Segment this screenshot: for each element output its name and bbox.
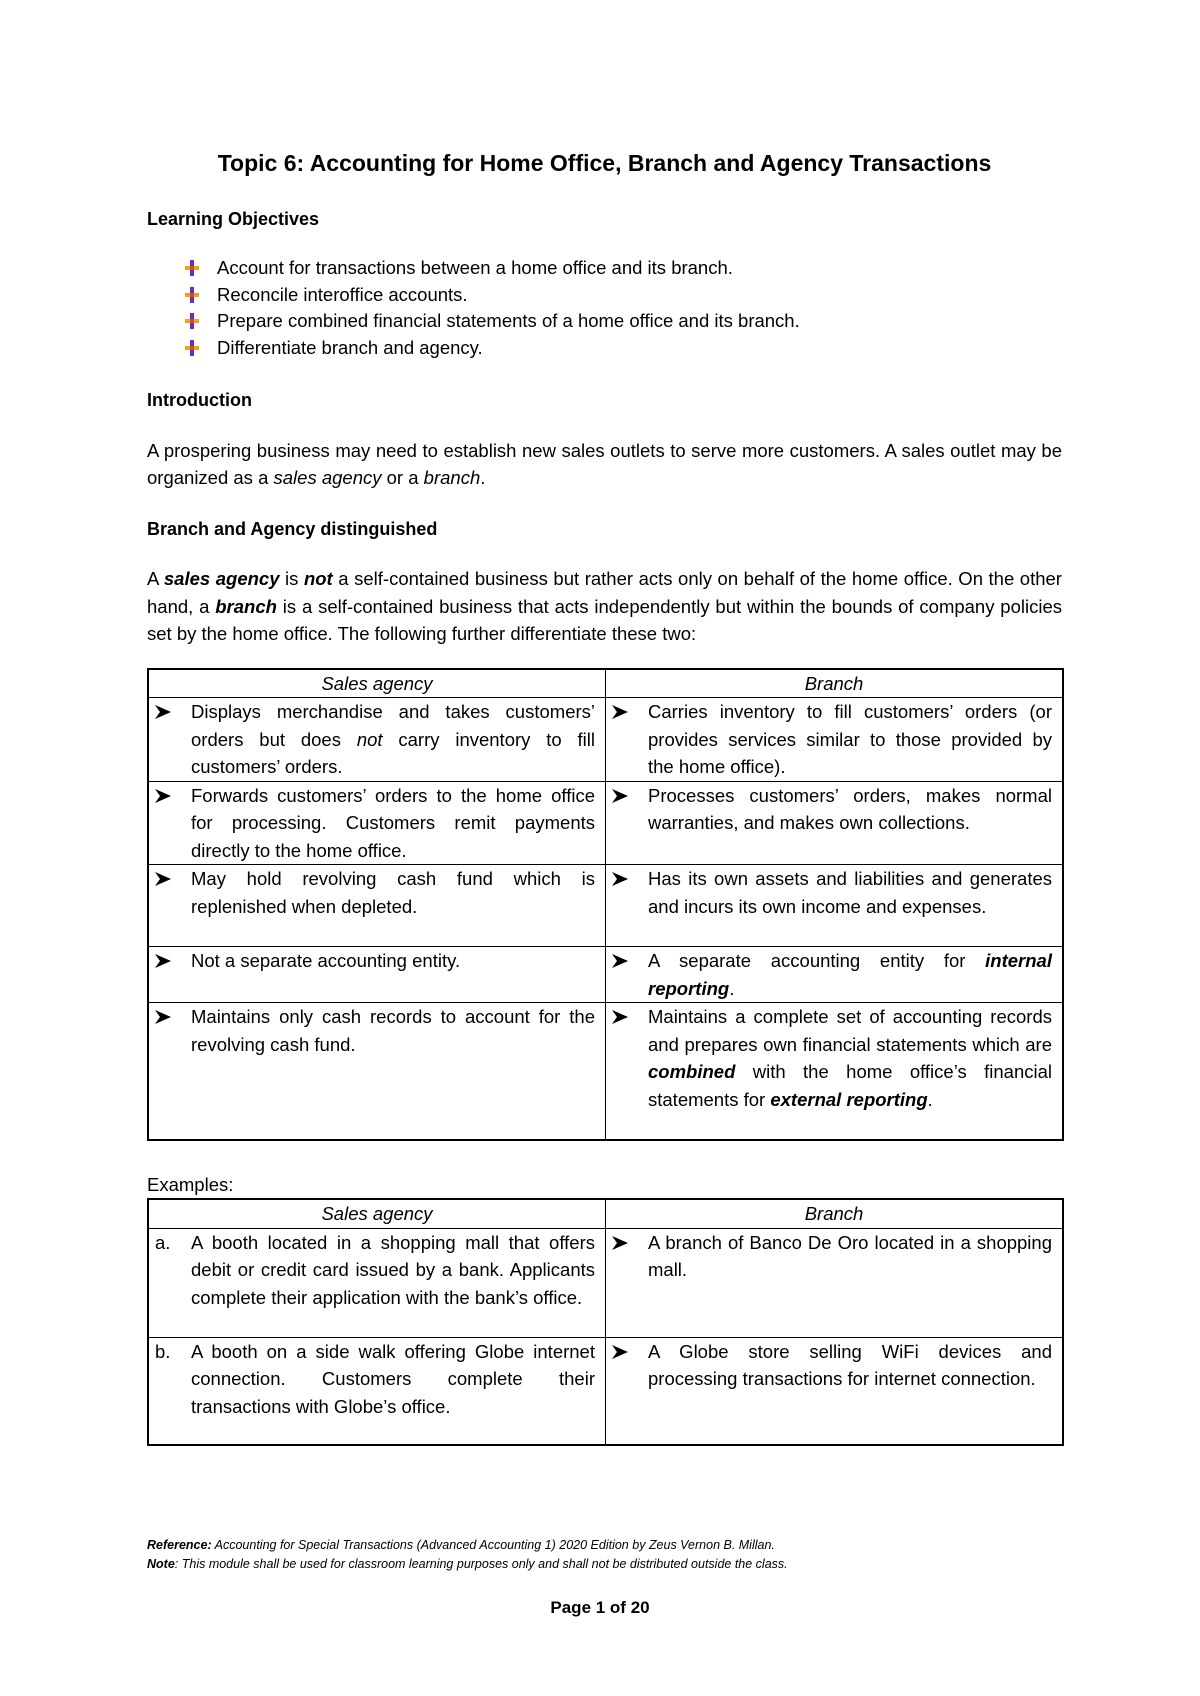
table-cell	[148, 781, 606, 865]
page-title: Topic 6: Accounting for Home Office, Branch and Agency Transactions	[217, 150, 992, 176]
table-cell	[606, 1337, 1064, 1445]
objective-text: Reconcile interoffice accounts.	[217, 283, 468, 305]
intro-sales-agency: sales agency	[273, 467, 382, 488]
arrow-bullet-icon	[155, 1003, 191, 1058]
table-cell	[606, 947, 1064, 1003]
page-number: Page 1 of 20	[550, 1598, 650, 1617]
objectives-list	[147, 255, 1062, 361]
reference-line	[147, 1536, 1062, 1555]
examples-label: Examples:	[147, 1173, 234, 1195]
cell-text: A booth located in a shopping mall that offers debit or credit card issued by a bank. Applicants complete their application with the bank’s office.	[191, 1231, 595, 1308]
table-cell	[606, 865, 1064, 947]
arrow-bullet-icon	[155, 782, 191, 865]
col-header-branch: Branch	[606, 1199, 1064, 1228]
reference-label: Reference:	[147, 1538, 212, 1552]
cell-text: Carries inventory to fill customers’ orders (or provides services similar to those provided by the home office).	[648, 701, 1052, 777]
objective-text: Account for transactions between a home office and its branch.	[217, 257, 733, 278]
intro-text: or a	[381, 467, 424, 488]
table-cell	[606, 1228, 1064, 1337]
dist-text: a self-contained business but rather acts only on behalf of the home office. On the other hand, a	[147, 568, 1062, 617]
table-cell	[606, 781, 1064, 865]
examples-table	[147, 1198, 1064, 1446]
table-row	[148, 865, 1063, 947]
cell-text: Not a separate accounting entity.	[191, 950, 461, 971]
table-header-row	[148, 669, 1063, 698]
cell-text: Displays merchandise and takes customers’ orders but does not carry inventory to fill customers’ orders.	[191, 701, 595, 777]
cell-text: Processes customers’ orders, makes normal warranties, and makes own collections.	[648, 784, 1052, 833]
item-letter: b.	[155, 1340, 171, 1362]
cell-text: A Globe store selling WiFi devices and processing transactions for internet connection.	[648, 1340, 1052, 1389]
objective-item	[185, 255, 1062, 282]
page-content	[147, 140, 1062, 1446]
table-row	[148, 947, 1063, 1003]
arrow-bullet-icon	[612, 1003, 648, 1113]
distinguished-paragraph	[147, 565, 1062, 648]
cell-text: A separate accounting entity for internal reporting.	[648, 950, 1052, 999]
col-header-sales-agency: Sales agency	[148, 1199, 606, 1228]
cell-text: May hold revolving cash fund which is replenished when depleted.	[191, 868, 595, 917]
table-cell	[148, 865, 606, 947]
objective-text: Prepare combined financial statements of a home office and its branch.	[217, 310, 800, 331]
table-cell	[148, 1337, 606, 1445]
arrow-bullet-icon	[612, 782, 648, 837]
dist-text: A	[147, 568, 164, 589]
intro-branch: branch	[423, 467, 481, 488]
table-row	[148, 1337, 1063, 1445]
cell-text: A booth on a side walk offering Globe internet connection. Customers complete their transactions with Globe’s office.	[191, 1340, 595, 1417]
col-header-sales-agency: Sales agency	[148, 669, 606, 698]
table-cell	[606, 1003, 1064, 1140]
arrow-bullet-icon	[612, 947, 648, 1002]
footer-reference	[147, 1536, 1062, 1574]
dist-text: is	[279, 568, 304, 589]
introduction-paragraph	[147, 437, 1062, 492]
objective-text: Differentiate branch and agency.	[217, 336, 483, 358]
arrow-bullet-icon	[155, 698, 191, 781]
dist-not: not	[303, 568, 333, 589]
reference-text: Accounting for Special Transactions (Advanced Accounting 1) 2020 Edition by Zeus Vernon B. Millan.	[211, 1538, 775, 1552]
table-cell	[148, 698, 606, 782]
intro-text: A prospering business may need to establish new sales outlets to serve more customers. A sales outlet may be organized as a	[147, 439, 1062, 488]
col-header-branch: Branch	[606, 669, 1064, 698]
table-cell	[606, 698, 1064, 782]
note-text: : This module shall be used for classroom learning purposes only and shall not be distributed outside the class.	[174, 1557, 788, 1571]
table-header-row	[148, 1199, 1063, 1228]
note-label: Note	[147, 1557, 175, 1571]
distinguished-heading: Branch and Agency distinguished	[147, 518, 438, 539]
arrow-bullet-icon	[612, 865, 648, 920]
learning-objectives-heading: Learning Objectives	[147, 208, 320, 229]
dist-sales-agency: sales agency	[163, 568, 280, 589]
cell-text: Maintains only cash records to account for the revolving cash fund.	[191, 1006, 595, 1055]
dist-branch: branch	[215, 595, 277, 617]
table-row	[148, 1228, 1063, 1337]
cell-text: A branch of Banco De Oro located in a shopping mall.	[648, 1231, 1052, 1280]
table-row	[148, 781, 1063, 865]
objective-item	[185, 335, 1062, 362]
arrow-bullet-icon	[612, 1229, 648, 1284]
arrow-bullet-icon	[612, 698, 648, 781]
table-cell	[148, 947, 606, 1003]
plus-bullet-icon	[185, 287, 199, 303]
table-row	[148, 698, 1063, 782]
objective-item	[185, 282, 1062, 309]
table-cell	[148, 1003, 606, 1140]
table-cell	[148, 1228, 606, 1337]
intro-text: .	[480, 467, 486, 488]
note-line	[147, 1555, 1062, 1574]
dist-text: is a self-contained business that acts independently but within the bounds of company policies set by the home office. The following further differentiate these two:	[147, 595, 1062, 644]
arrow-bullet-icon	[155, 865, 191, 920]
comparison-table	[147, 668, 1064, 1141]
item-letter: a.	[155, 1231, 171, 1253]
cell-text: Maintains a complete set of accounting records and prepares own financial statements which are combined with the home office’s financial statements for external reporting.	[648, 1006, 1052, 1110]
cell-text: Forwards customers’ orders to the home office for processing. Customers remit payments directly to the home office.	[191, 784, 595, 861]
objective-item	[185, 308, 1062, 335]
arrow-bullet-icon	[612, 1338, 648, 1393]
plus-bullet-icon	[185, 260, 199, 276]
plus-bullet-icon	[185, 340, 199, 356]
cell-text: Has its own assets and liabilities and generates and incurs its own income and expenses.	[648, 868, 1052, 917]
table-row	[148, 1003, 1063, 1140]
plus-bullet-icon	[185, 313, 199, 329]
introduction-heading: Introduction	[147, 390, 252, 410]
arrow-bullet-icon	[155, 947, 191, 976]
